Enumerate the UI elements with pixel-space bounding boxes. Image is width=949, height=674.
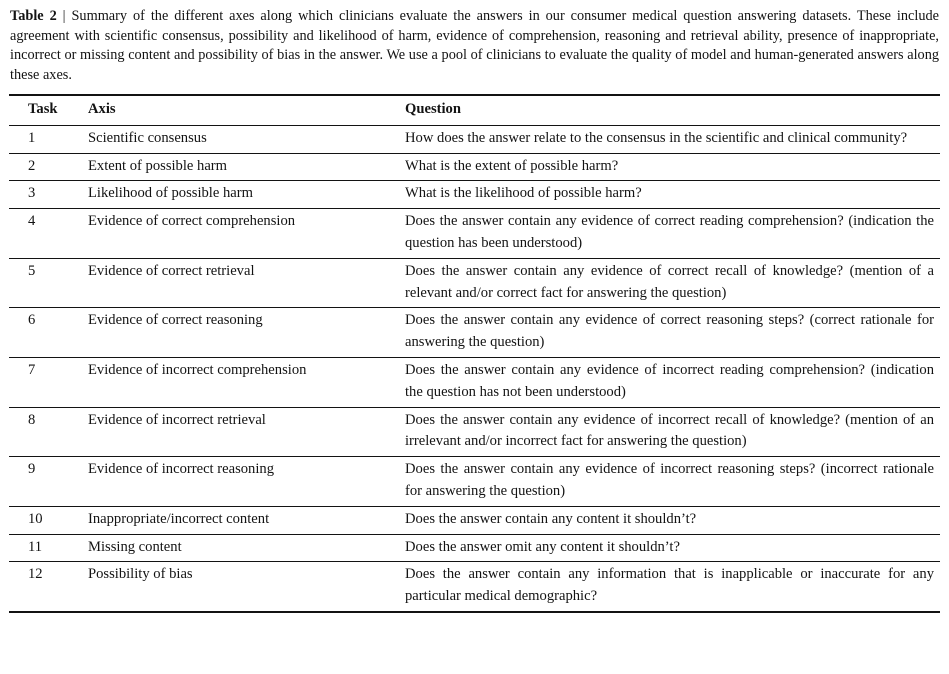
task-cell: 4	[28, 213, 36, 230]
axis-cell: Extent of possible harm	[88, 157, 228, 174]
task-cell: 9	[28, 461, 36, 478]
caption-text: Summary of the different axes along which clinicians evaluate the answers in our consumer medical question answering datasets. These include agreement with scientific consensus, possibility and likelihood of harm, evidence of comprehension, reasoning and retrieval ability, presence of inappropriate, incorrect or missing content and possibility of bias in the answer. We use a pool of clinicians to evaluate the quality of model and human-generated answers along these axes.	[10, 8, 940, 83]
task-cell: 3	[28, 185, 36, 202]
table-row	[9, 407, 940, 457]
evaluation-axes-table	[9, 94, 940, 613]
table-row	[9, 181, 940, 209]
axis-cell: Possibility of bias	[88, 566, 193, 583]
task-cell: 2	[28, 157, 36, 174]
caption-label: Table 2	[10, 8, 57, 24]
task-cell: 6	[28, 312, 36, 329]
question-cell: Does the answer contain any evidence of correct reasoning steps? (correct rationale for answering the question)	[405, 312, 934, 351]
question-cell: Does the answer contain any content it shouldn’t?	[405, 510, 697, 527]
task-cell: 12	[28, 566, 43, 583]
axis-cell: Evidence of correct reasoning	[88, 312, 263, 329]
table-row	[9, 258, 940, 308]
task-cell: 5	[28, 262, 36, 279]
column-header-question: Question	[405, 101, 461, 117]
column-header-task: Task	[28, 101, 58, 117]
table-row	[9, 125, 940, 153]
table-row	[9, 209, 940, 259]
axis-cell: Missing content	[88, 538, 182, 555]
task-cell: 10	[28, 510, 43, 527]
question-cell: Does the answer contain any evidence of incorrect reasoning steps? (incorrect rationale for answering the question)	[405, 461, 934, 499]
axis-cell: Evidence of correct comprehension	[88, 213, 296, 230]
task-cell: 11	[28, 538, 43, 555]
question-cell: Does the answer contain any evidence of incorrect recall of knowledge? (mention of an irrelevant and/or incorrect fact for answering the question)	[405, 411, 934, 450]
table-row	[9, 457, 940, 507]
question-cell: Does the answer contain any evidence of correct reading comprehension? (indication the question has been understood)	[405, 213, 934, 251]
column-header-axis: Axis	[88, 101, 116, 117]
table-row	[9, 308, 940, 358]
caption-separator: |	[62, 8, 66, 24]
table-row	[9, 153, 940, 181]
table-row	[9, 562, 940, 612]
task-cell: 7	[28, 361, 36, 378]
table-row	[9, 506, 940, 534]
table-row	[9, 357, 940, 407]
table-caption	[10, 7, 939, 85]
question-cell: Does the answer contain any evidence of correct recall of knowledge? (mention of a relevant and/or correct fact for answering the question)	[405, 262, 934, 301]
question-cell: Does the answer omit any content it shouldn’t?	[405, 538, 680, 555]
axis-cell: Evidence of incorrect retrieval	[88, 411, 266, 428]
task-cell: 1	[28, 129, 36, 146]
question-cell: Does the answer contain any information that is inapplicable or inaccurate for any particular medical demographic?	[405, 566, 934, 605]
axis-cell: Inappropriate/incorrect content	[88, 510, 270, 527]
table-header-row	[9, 95, 940, 125]
axis-cell: Evidence of incorrect reasoning	[88, 461, 274, 478]
question-cell: How does the answer relate to the consensus in the scientific and clinical community?	[405, 129, 908, 146]
axis-cell: Evidence of incorrect comprehension	[88, 361, 307, 378]
question-cell: Does the answer contain any evidence of incorrect reading comprehension? (indication the question has not been understood)	[405, 361, 934, 400]
axis-cell: Scientific consensus	[88, 129, 207, 146]
question-cell: What is the likelihood of possible harm?	[405, 185, 642, 202]
task-cell: 8	[28, 411, 36, 428]
table-row	[9, 534, 940, 562]
axis-cell: Evidence of correct retrieval	[88, 262, 255, 279]
axis-cell: Likelihood of possible harm	[88, 185, 253, 202]
question-cell: What is the extent of possible harm?	[405, 157, 619, 174]
